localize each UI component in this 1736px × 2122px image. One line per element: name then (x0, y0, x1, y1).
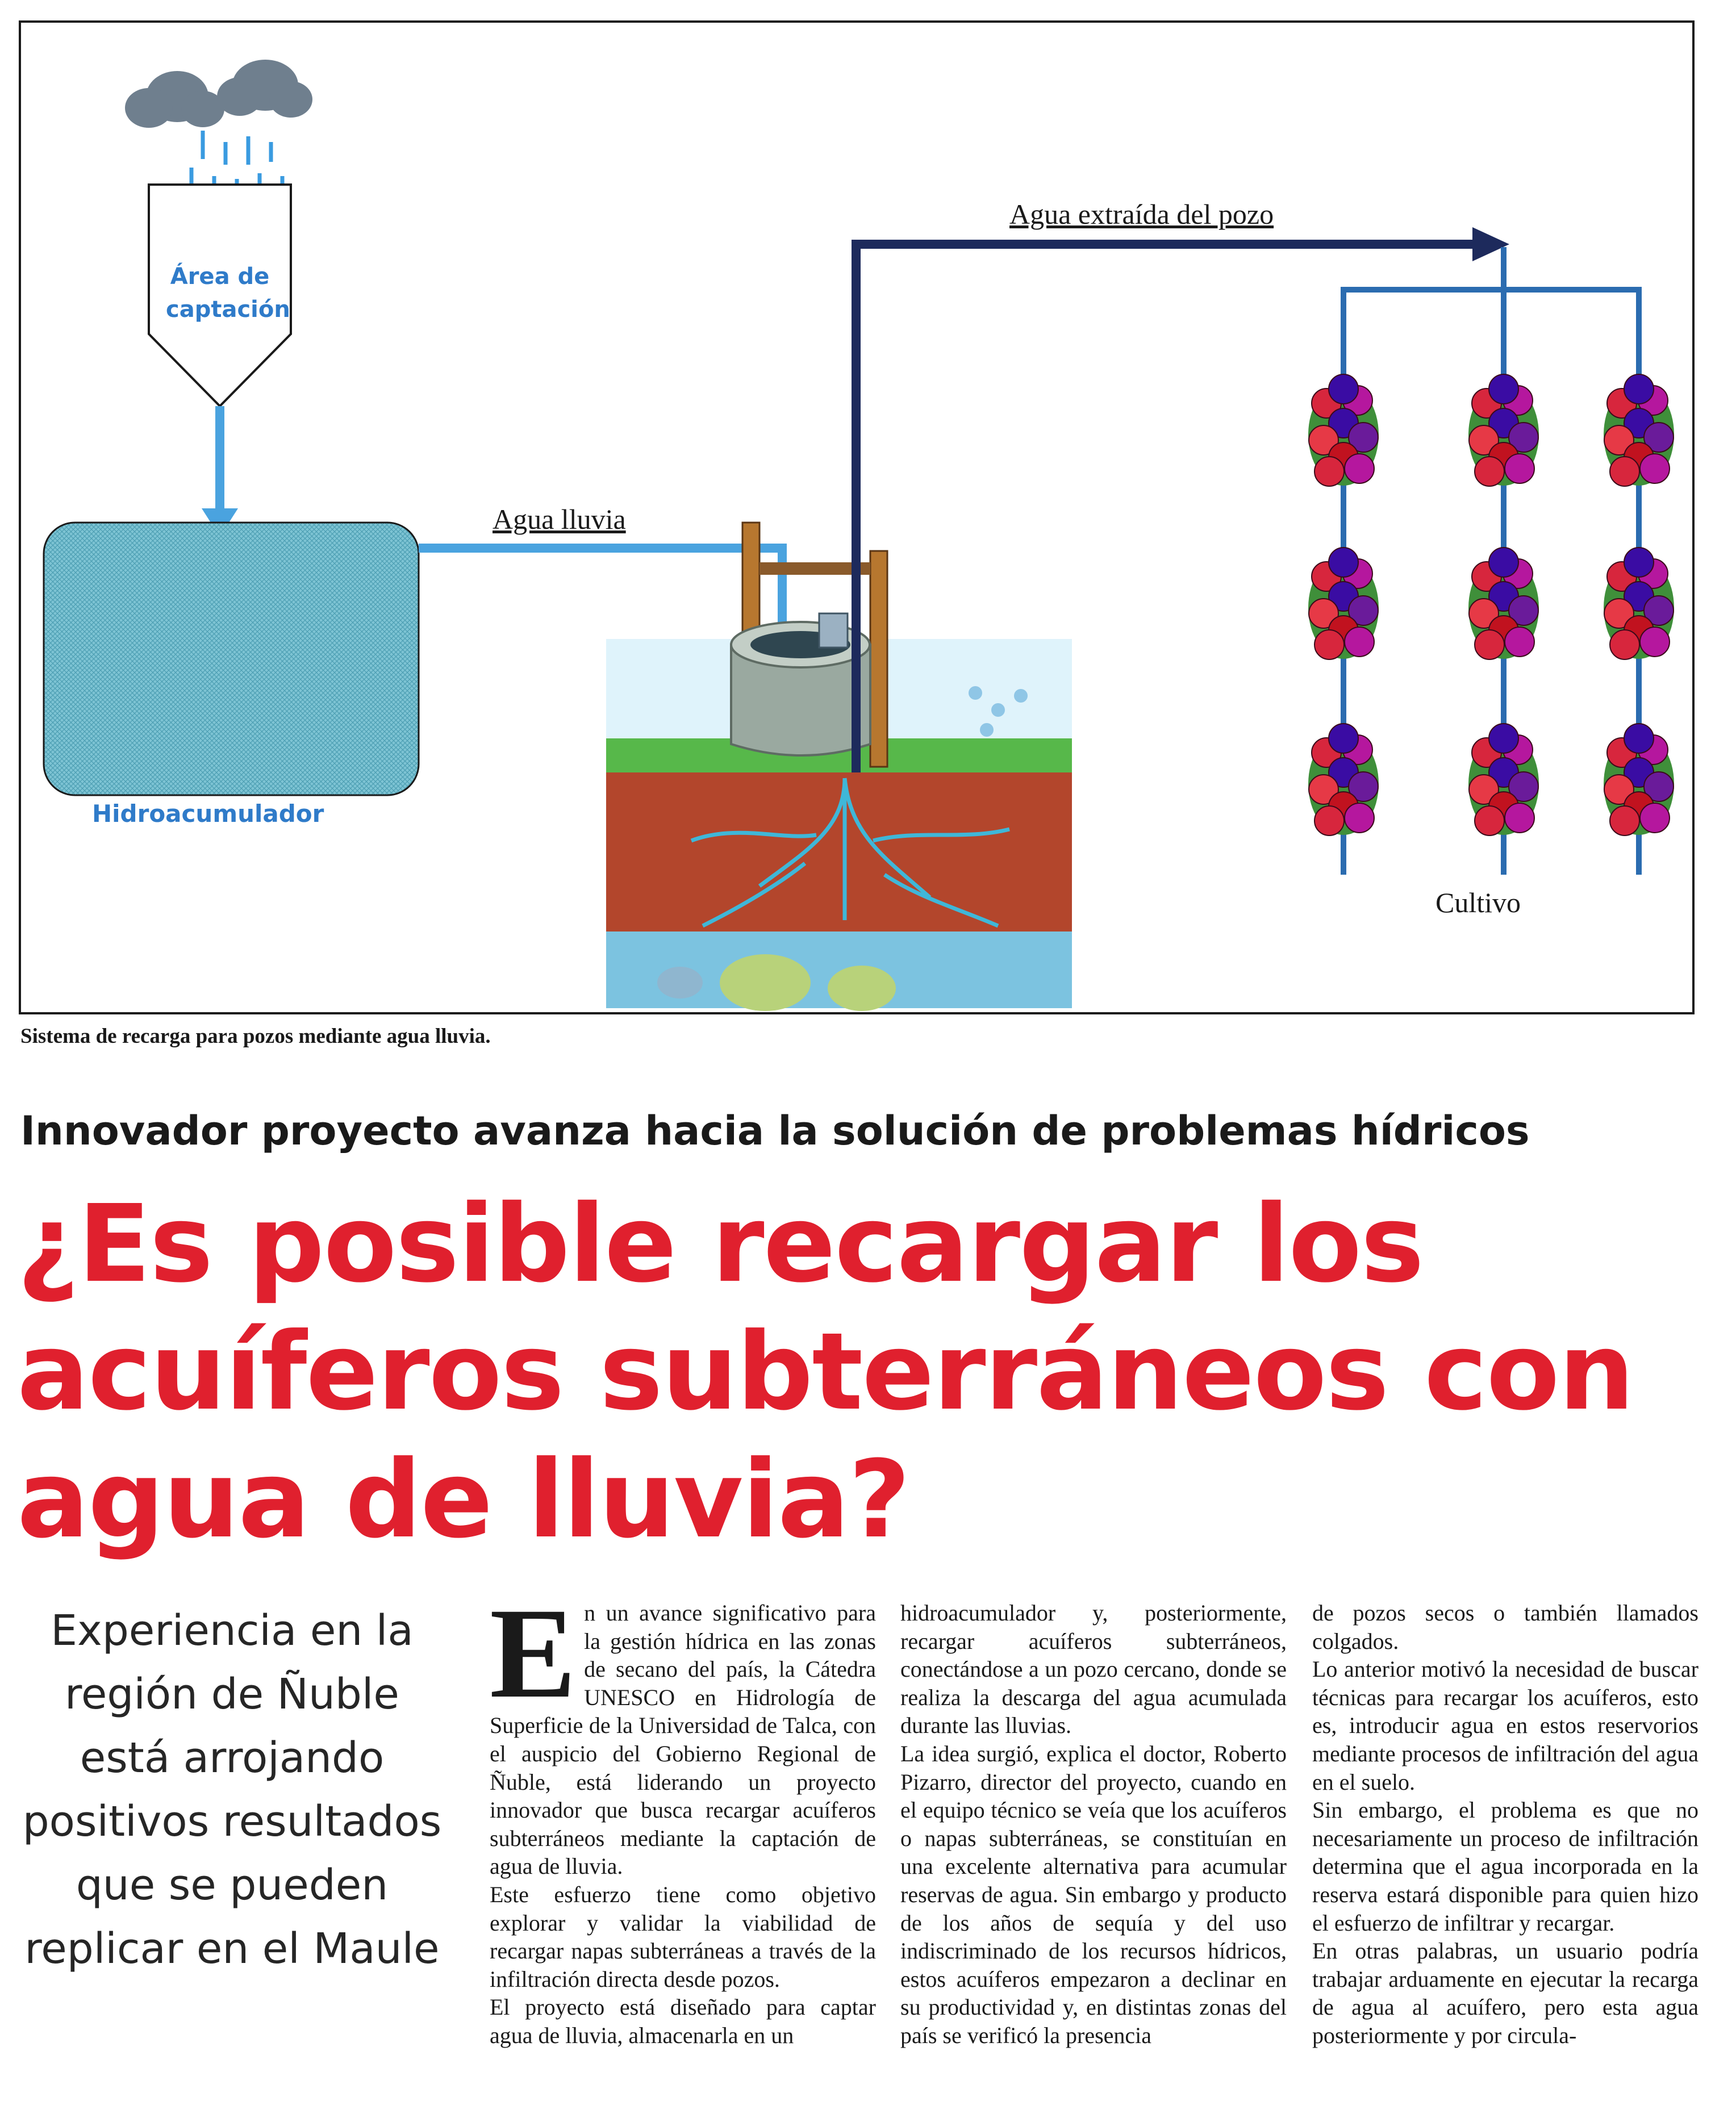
crop-plants (1308, 374, 1674, 836)
berry-cluster-icon (1308, 548, 1379, 659)
paragraph: Este esfuerzo tiene como objetivo explorar y validar la viabilidad de recargar napas subterráneas a través de la infiltración directa desde pozos. (490, 1881, 876, 1992)
extracted-water-label: Agua extraída del pozo (1009, 198, 1274, 230)
headline (17, 1180, 1664, 1564)
diagram-figure (19, 20, 1695, 1014)
berry-cluster-icon (1308, 724, 1379, 836)
drop-cap: E (490, 1582, 577, 1725)
collection-area-label: Área de captación (166, 264, 290, 323)
berry-cluster-icon (1604, 374, 1674, 486)
headline-line-3: agua de lluvia? (17, 1438, 909, 1562)
paragraph: Lo anterior motivó la necesidad de buscar técnicas para recargar los acuíferos, esto es, introducir agua en estos reservorios mediante procesos de infiltración del agua en el suelo. (1312, 1656, 1699, 1795)
kicker: Innovador proyecto avanza hacia la solución de problemas hídricos (20, 1108, 1530, 1154)
subhead: Experiencia en la región de Ñuble está arrojando positivos resultados que se pueden replicar en el Maule (22, 1606, 442, 1973)
hydroaccumulator-tank (44, 523, 419, 795)
berry-cluster-icon (1308, 374, 1379, 486)
paragraph: El proyecto está diseñado para captar agua de lluvia, almacenarla en un (490, 1994, 876, 2048)
paragraph: La idea surgió, explica el doctor, Roberto Pizarro, director del proyecto, cuando en el equipo técnico se veía que los acuíferos o napas subterráneas, se constituían en una excelente alternativa para acumular reservas de agua. Sin embargo y producto de los años de sequía y del uso indiscriminado de los recursos hídricos, estos acuíferos empezaron a declinar en su productividad y, en distintas zonas del país se verificó la presencia (900, 1740, 1287, 2048)
recharge-diagram (21, 23, 1692, 1012)
paragraph: En un avance significativo para la gestión hídrica en las zonas de secano del país, la Cátedra UNESCO en Hidrología de Superficie de la Universidad de Talca, con el auspicio del Gobierno Regional de Ñuble, está liderando un proyecto innovador que busca recargar acuíferos subterráneos mediante la captación de agua de lluvia. (490, 1582, 876, 1879)
berry-cluster-icon (1604, 724, 1674, 836)
article-column-3 (1312, 1599, 1699, 2050)
hydroaccumulator-label: Hidroacumulador (92, 800, 324, 828)
berry-cluster-icon (1468, 724, 1539, 836)
article-column-1 (490, 1582, 876, 2050)
cloud-icon (125, 60, 312, 128)
berry-cluster-icon (1604, 548, 1674, 659)
paragraph: En otras palabras, un usuario podría trabajar arduamente en ejecutar la recarga de agua al acuífero, pero esta agua posteriormente y por circula- (1312, 1938, 1699, 2048)
article-column-2 (900, 1599, 1287, 2050)
well-icon (731, 523, 887, 767)
headline-line-1: ¿Es posible recargar los (17, 1182, 1424, 1306)
paragraph: Sin embargo, el problema es que no necesariamente un proceso de infiltración determina que el agua incorporada en la reserva estará disponible para quien hizo el esfuerzo de infiltrar y recargar. (1312, 1797, 1699, 1936)
rain-water-label: Agua lluvia (493, 503, 626, 535)
paragraph: hidroacumulador y, posteriormente, recargar acuíferos subterráneos, conectándose a un pozo cercano, donde se realiza la descarga del agua acumulada durante las lluvias. (900, 1600, 1287, 1739)
paragraph: de pozos secos o también llamados colgados. (1312, 1600, 1699, 1654)
berry-cluster-icon (1468, 374, 1539, 486)
headline-line-2: acuíferos subterráneos con (17, 1310, 1634, 1434)
figure-caption: Sistema de recarga para pozos mediante agua lluvia. (20, 1025, 491, 1048)
crop-label: Cultivo (1435, 887, 1521, 918)
berry-cluster-icon (1468, 548, 1539, 659)
